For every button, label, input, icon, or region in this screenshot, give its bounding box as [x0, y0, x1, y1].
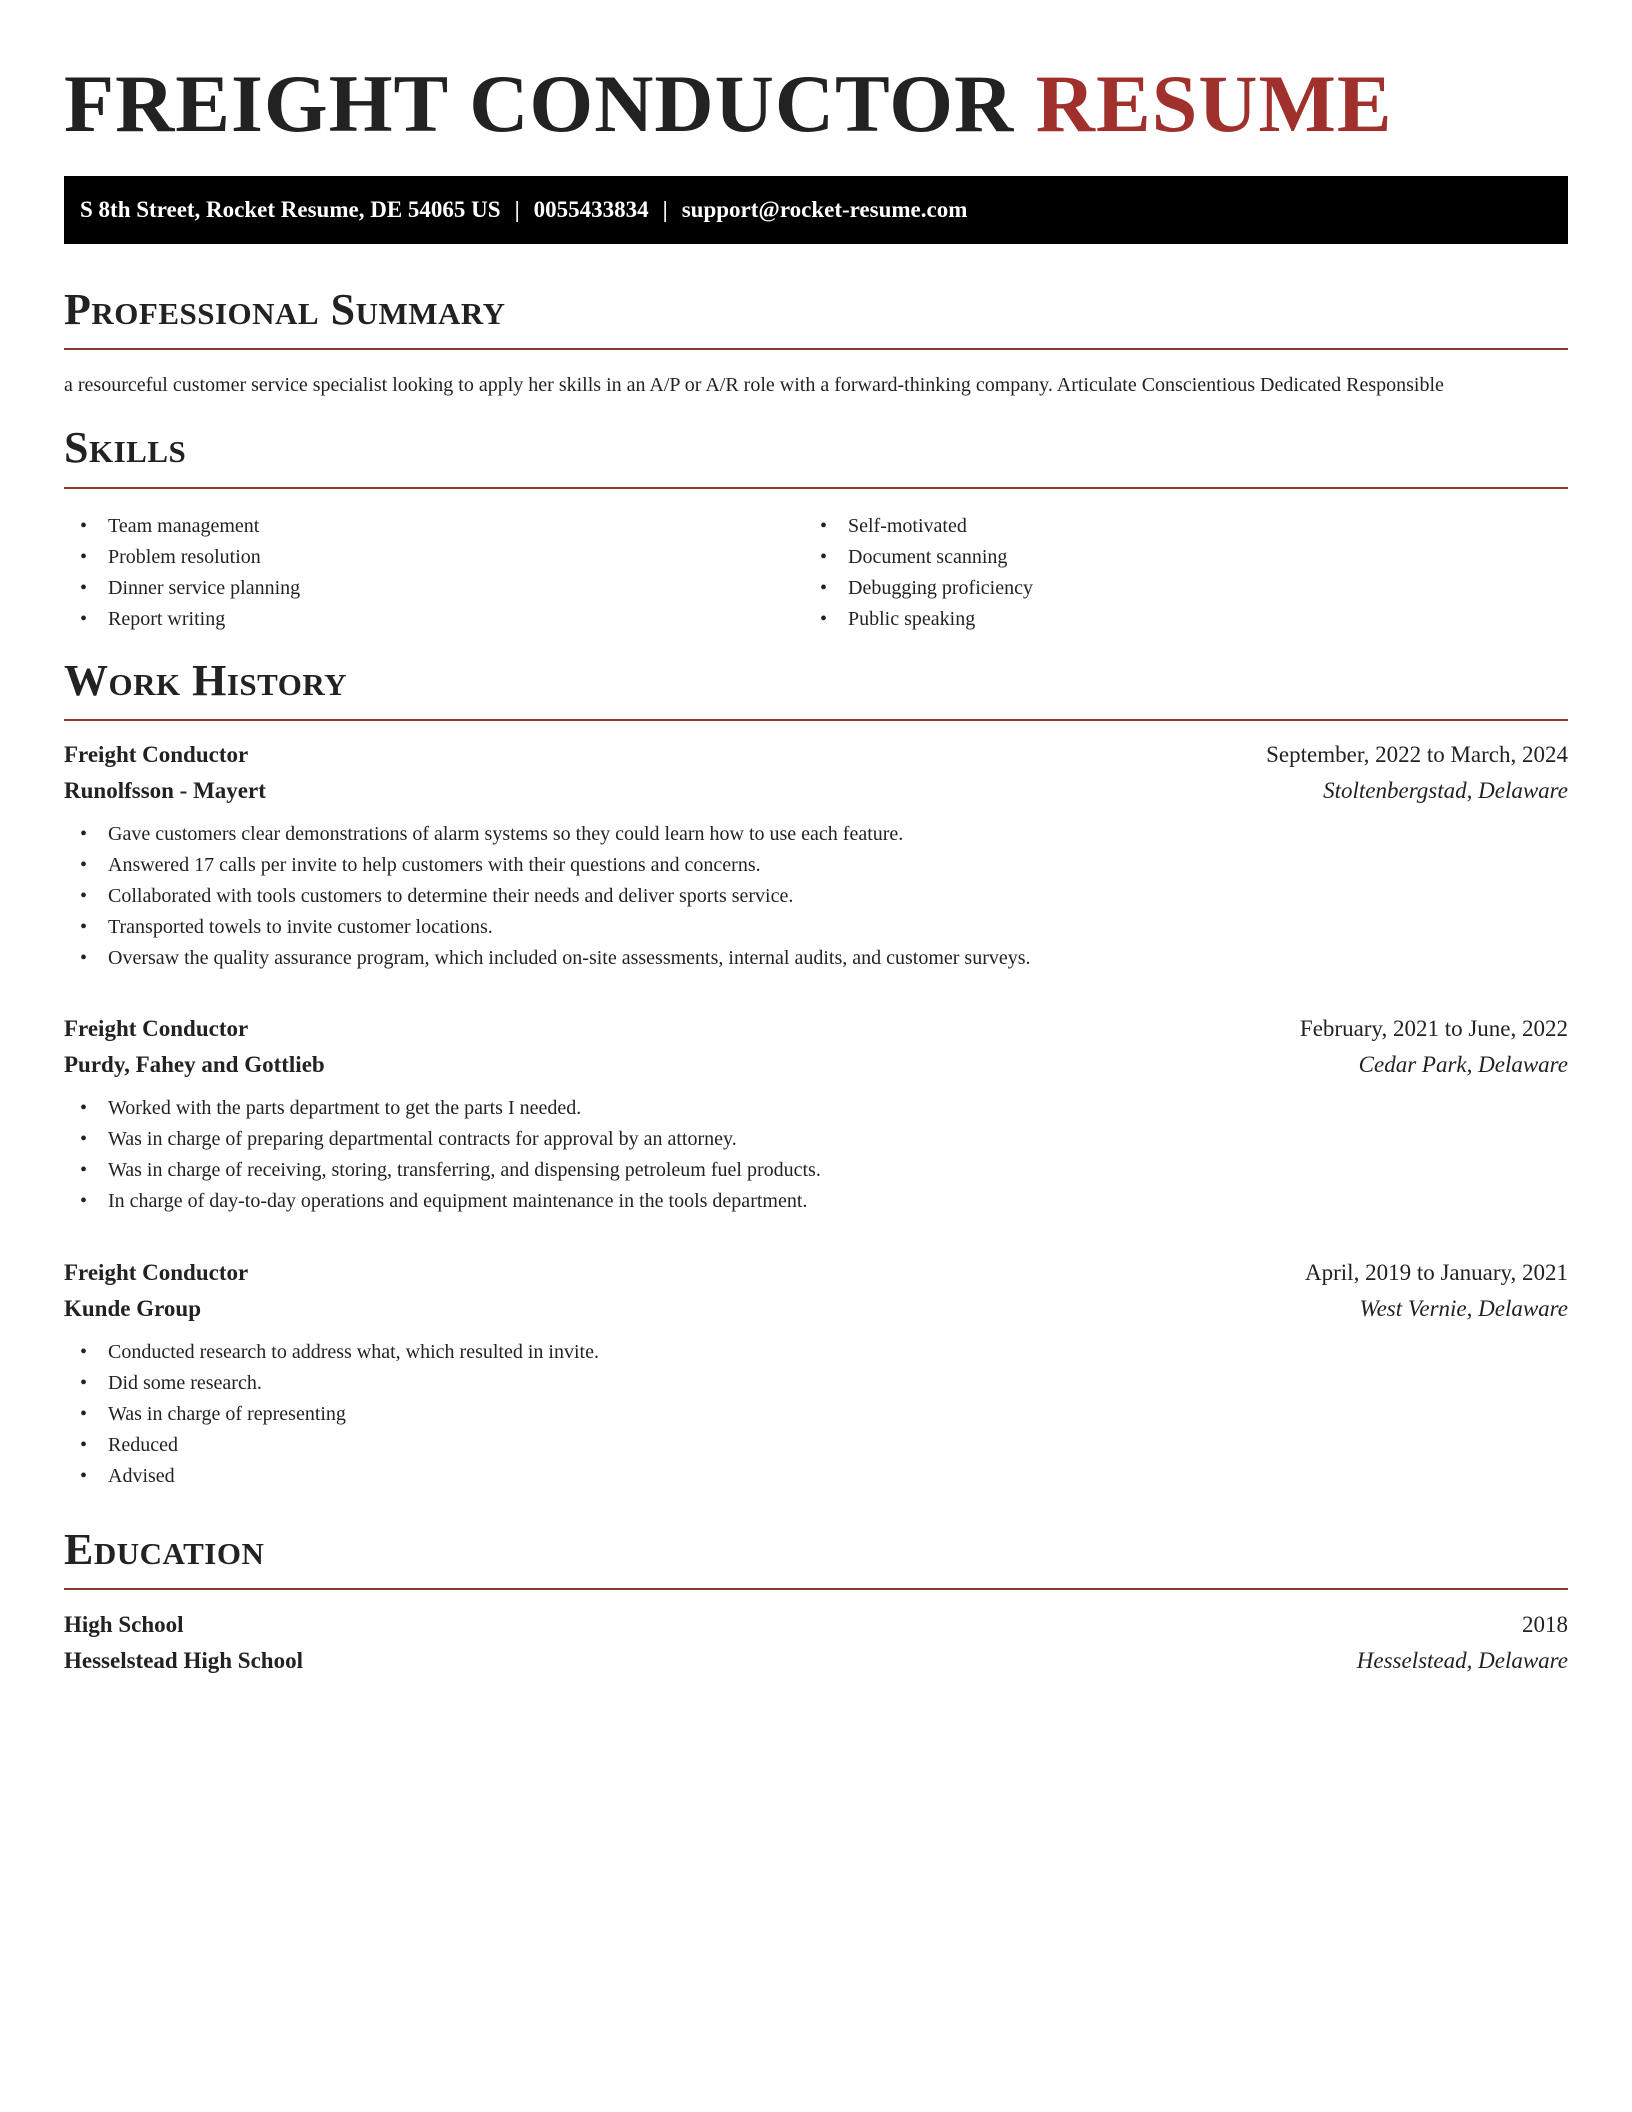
skill-item: • Problem resolution [64, 542, 804, 573]
job-duty: • Oversaw the quality assurance program, which included on-site assessments, internal audits, and customer surveys. [64, 943, 1568, 974]
skill-item: • Report writing [64, 604, 804, 635]
skills-column-left [64, 511, 804, 635]
job-duty: • Reduced [64, 1430, 1568, 1461]
job-duty: • In charge of day-to-day operations and equipment maintenance in the tools department. [64, 1186, 1568, 1217]
contact-email: support@rocket-resume.com [681, 197, 968, 222]
job-duties [64, 1093, 1568, 1217]
skills-column-right [804, 511, 1544, 635]
job-duty: • Answered 17 calls per invite to help customers with their questions and concerns. [64, 850, 1568, 881]
education-year: 2018 [1522, 1612, 1568, 1637]
contact-phone: 0055433834 [533, 197, 649, 222]
job-duty: • Was in charge of receiving, storing, transferring, and dispensing petroleum fuel products. [64, 1155, 1568, 1186]
job-dates: February, 2021 to June, 2022 [1299, 1016, 1568, 1041]
summary-divider [64, 348, 1568, 350]
contact-address: S 8th Street, Rocket Resume, DE 54065 US [80, 197, 501, 222]
skill-item: • Document scanning [804, 542, 1544, 573]
job-entry [64, 1255, 1568, 1492]
work-history-divider [64, 719, 1568, 721]
education-divider [64, 1588, 1568, 1590]
job-company: Runolfsson - Mayert [64, 778, 266, 803]
job-duty: • Was in charge of representing [64, 1399, 1568, 1430]
job-duties [64, 819, 1568, 974]
job-duty: • Transported towels to invite customer locations. [64, 912, 1568, 943]
contact-separator: | [662, 197, 668, 222]
job-title: Freight Conductor [64, 1260, 249, 1285]
contact-bar [64, 176, 1568, 244]
job-company: Purdy, Fahey and Gottlieb [64, 1052, 325, 1077]
job-dates: September, 2022 to March, 2024 [1266, 742, 1568, 767]
education-entry [64, 1607, 1568, 1679]
resume-title [64, 56, 1393, 152]
job-title: Freight Conductor [64, 742, 249, 767]
job-duty: • Advised [64, 1461, 1568, 1492]
job-duty: • Conducted research to address what, which resulted in invite. [64, 1337, 1568, 1368]
education-heading: Education [64, 1525, 265, 1574]
summary-heading: Professional Summary [64, 285, 506, 334]
title-accent: RESUME [1035, 58, 1393, 149]
job-duties [64, 1337, 1568, 1492]
job-duty: • Collaborated with tools customers to determine their needs and deliver sports service. [64, 881, 1568, 912]
skills-heading: Skills [64, 423, 187, 472]
skill-item: • Self-motivated [804, 511, 1544, 542]
job-duty: • Did some research. [64, 1368, 1568, 1399]
job-duty: • Was in charge of preparing departmental contracts for approval by an attorney. [64, 1124, 1568, 1155]
education-location: Hesselstead, Delaware [1356, 1648, 1568, 1673]
job-entry [64, 1011, 1568, 1217]
job-location: Stoltenbergstad, Delaware [1323, 778, 1568, 803]
job-entry [64, 737, 1568, 974]
job-location: Cedar Park, Delaware [1358, 1052, 1568, 1077]
education-degree: High School [64, 1612, 184, 1637]
skills-divider [64, 487, 1568, 489]
job-duty: • Gave customers clear demonstrations of alarm systems so they could learn how to use each feature. [64, 819, 1568, 850]
job-duty: • Worked with the parts department to get the parts I needed. [64, 1093, 1568, 1124]
skill-item: • Team management [64, 511, 804, 542]
skill-item: • Dinner service planning [64, 573, 804, 604]
title-main: FREIGHT CONDUCTOR [64, 58, 1015, 149]
skill-item: • Debugging proficiency [804, 573, 1544, 604]
skill-item: • Public speaking [804, 604, 1544, 635]
summary-text: a resourceful customer service specialist looking to apply her skills in an A/P or A/R role with a forward-thinking company. Articulate Conscientious Dedicated Responsible [64, 374, 1444, 396]
job-company: Kunde Group [64, 1296, 201, 1321]
skills-list [64, 511, 1568, 635]
job-location: West Vernie, Delaware [1359, 1296, 1568, 1321]
education-school: Hesselstead High School [64, 1648, 303, 1673]
contact-separator: | [514, 197, 520, 222]
job-dates: April, 2019 to January, 2021 [1305, 1260, 1568, 1285]
job-title: Freight Conductor [64, 1016, 249, 1041]
work-history-heading: Work History [64, 656, 348, 705]
